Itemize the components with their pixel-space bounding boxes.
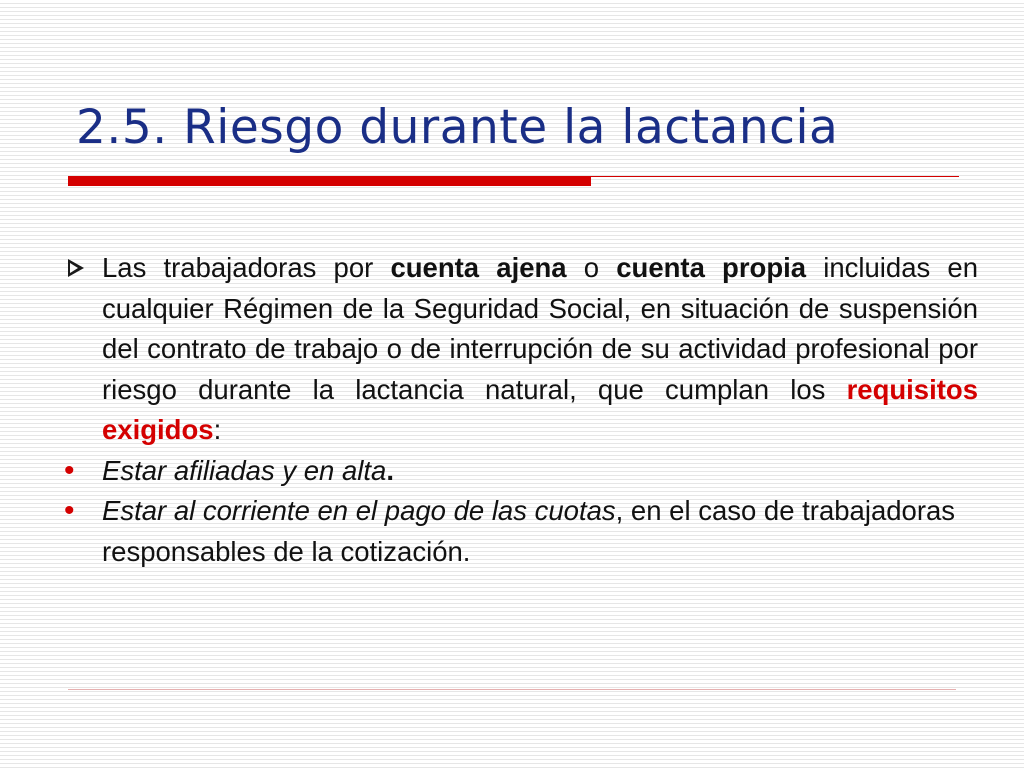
requirement-1-italic: Estar afiliadas y en alta [102,454,387,486]
slide-title: 2.5. Riesgo durante la lactancia [76,100,839,155]
intro-text-4: : [213,414,222,445]
title-underline-bar [68,176,591,186]
intro-bold-1: cuenta ajena [390,252,567,283]
requirement-item-2 [62,491,978,572]
requirement-1-bold: . [386,454,394,486]
title-underline-line [591,176,959,177]
slide-body [62,248,978,572]
intro-bold-2: cuenta propia [616,252,807,283]
arrow-bullet-icon [62,248,96,289]
intro-highlight: requisitos exigidos [102,373,978,445]
requirement-2-rest: , en el caso de trabajadoras responsables de la cotización. [102,495,956,567]
intro-text-3: incluidas en cualquier Régimen de la Seguridad Social, en situación de suspensión del contrato de trabajo o de interrupción de su actividad profesional por riesgo durante la lactancia natural, que cumplan los [102,252,979,405]
intro-paragraph [62,248,978,451]
bullet-dot-icon: • [64,494,75,527]
footer-divider [68,689,956,690]
requirement-2-italic: Estar al corriente en el pago de las cuotas [102,495,616,526]
intro-text-1: Las trabajadoras por [102,252,391,283]
bullet-dot-icon: • [64,453,75,487]
intro-text-2: o [566,252,617,283]
requirement-item-1 [62,451,978,492]
